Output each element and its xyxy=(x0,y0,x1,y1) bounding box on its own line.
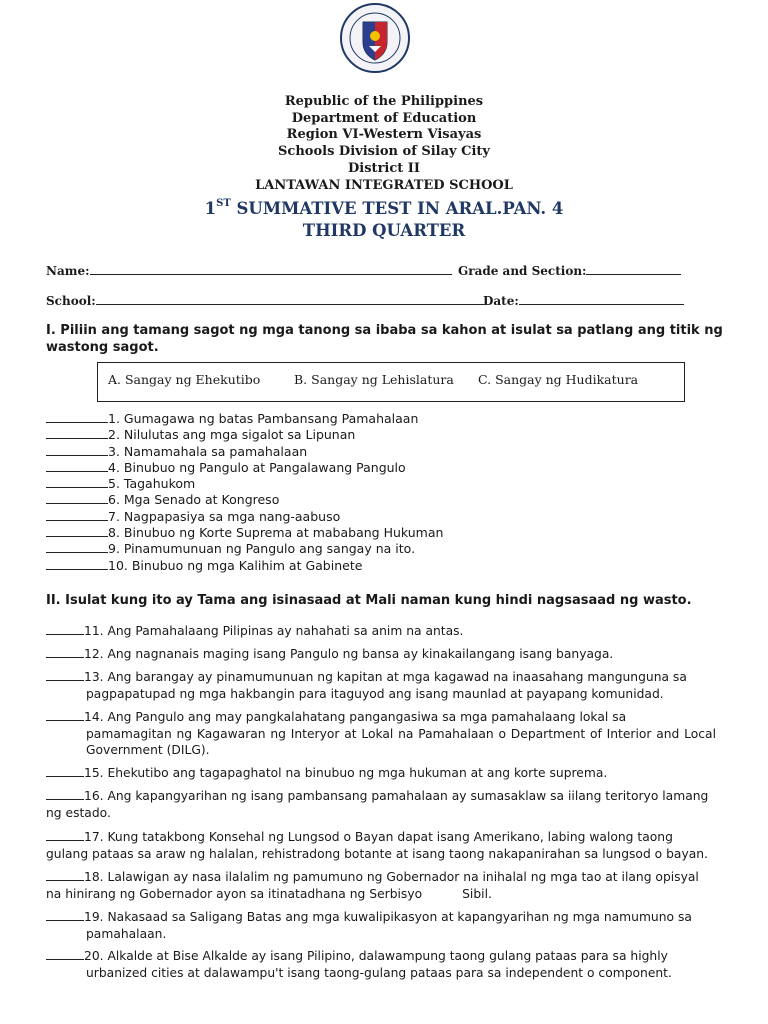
answer-blank[interactable] xyxy=(46,427,108,439)
header-division: Schools Division of Silay City xyxy=(278,144,490,159)
answer-blank[interactable] xyxy=(46,492,108,504)
part1-instruction: I. Piliin ang tamang sagot ng mga tanong sa ibaba sa kahon at isulat sa patlang ang titik ng wastong sagot. xyxy=(46,323,723,355)
question-19: 19. Nakasaad sa Saligang Batas ang mga kuwalipikasyon at kapangyarihan ng mga namumuno sa pamahalaan. xyxy=(46,909,716,942)
answer-blank[interactable] xyxy=(46,444,108,456)
question-16: 16. Ang kapangyarihan ng isang pambansang pamahalaan ay sumasaklaw sa iilang teritoryo lamang ng estado. xyxy=(46,789,709,820)
question-15: 15. Ehekutibo ang tagapaghatol na binubuo ng mga hukuman at ang korte suprema. xyxy=(46,765,716,782)
header-school: LANTAWAN INTEGRATED SCHOOL xyxy=(255,178,513,193)
answer-blank[interactable] xyxy=(46,788,84,800)
choice-c: C. Sangay ng Hudikatura xyxy=(478,372,639,387)
test-quarter: THIRD QUARTER xyxy=(302,221,466,240)
date-field[interactable]: Date: xyxy=(483,293,684,308)
list-item: 2. Nilulutas ang mga sigalot sa Lipunan xyxy=(46,427,443,443)
test-title: 1ST SUMMATIVE TEST IN ARAL.PAN. 4 xyxy=(204,197,564,218)
question-20: 20. Alkalde at Bise Alkalde ay isang Pilipino, dalawampung taong gulang pataas para sa highly urbanized cities at dalawampu't isang taong-gulang pataas para sa independent o component. xyxy=(46,948,716,981)
question-17: 17. Kung tatakbong Konsehal ng Lungsod o Bayan dapat isang Amerikano, labing walong taong gulang pataas sa araw ng halalan, rehistradong botante at isang taong nakapanirahan sa lungsod o bayan. xyxy=(46,830,708,861)
question-14: 14. Ang Pangulo ang may pangkalahatang pangangasiwa sa mga pamahalaang lokal sa pamamagitan ng Kagawaran ng Interyor at Lokal na Pamahalaan o Department of Interior and Local Government (DILG). xyxy=(46,709,716,759)
question-12: 12. Ang nagnanais maging isang Pangulo ng bansa ay kinakailangang isang banyaga. xyxy=(46,646,716,663)
header-republic: Republic of the Philippines xyxy=(284,94,484,109)
answer-blank[interactable] xyxy=(46,525,108,537)
answer-blank[interactable] xyxy=(46,460,108,472)
part2-instruction: II. Isulat kung ito ay Tama ang isinasaad at Mali naman kung hindi nagsasaad ng wasto. xyxy=(46,593,692,608)
header-department: Department of Education xyxy=(291,111,477,126)
list-item: 6. Mga Senado at Kongreso xyxy=(46,492,443,508)
answer-blank[interactable] xyxy=(46,829,84,841)
answer-blank[interactable] xyxy=(46,909,84,921)
answer-blank[interactable] xyxy=(46,709,84,721)
answer-blank[interactable] xyxy=(46,646,84,658)
question-13: 13. Ang barangay ay pinamumunuan ng kapitan at mga kagawad na inaasahang mangunguna sa pagpapatupad ng mga hakbangin para itaguyod ang isang maunlad at payapang komunidad. xyxy=(46,669,716,702)
answer-blank[interactable] xyxy=(46,541,108,553)
list-item: 4. Binubuo ng Pangulo at Pangalawang Pangulo xyxy=(46,460,443,476)
answer-blank[interactable] xyxy=(46,869,84,881)
answer-blank[interactable] xyxy=(46,623,84,635)
school-field[interactable]: School: xyxy=(46,293,484,308)
list-item: 1. Gumagawa ng batas Pambansang Pamahalaan xyxy=(46,411,443,427)
question-18: 18. Lalawigan ay nasa ilalalim ng pamumuno ng Gobernador na inihalal ng mga tao at ilang opisyal na hinirang ng Gobernador ayon sa itinatadhana ng Serbisyo Sibil. xyxy=(46,870,699,901)
choice-b: B. Sangay ng Lehislatura xyxy=(294,372,454,387)
answer-blank[interactable] xyxy=(46,411,108,423)
grade-section-field[interactable]: Grade and Section: xyxy=(458,263,681,278)
question-11: 11. Ang Pamahalaang Pilipinas ay nahahati sa anim na antas. xyxy=(46,623,716,640)
answer-blank[interactable] xyxy=(46,669,84,681)
list-item: 5. Tagahukom xyxy=(46,476,443,492)
header-district: District II xyxy=(348,161,420,176)
list-item: 9. Pinamumunuan ng Pangulo ang sangay na ito. xyxy=(46,541,443,557)
choice-a: A. Sangay ng Ehekutibo xyxy=(108,372,261,387)
list-item: 8. Binubuo ng Korte Suprema at mababang Hukuman xyxy=(46,525,443,541)
list-item: 10. Binubuo ng mga Kalihim at Gabinete xyxy=(46,558,443,574)
choices-box xyxy=(97,362,685,402)
header-region: Region VI-Western Visayas xyxy=(286,127,482,142)
name-field[interactable]: Name: xyxy=(46,263,452,278)
list-item: 3. Namamahala sa pamahalaan xyxy=(46,444,443,460)
deped-seal-icon xyxy=(339,0,411,80)
list-item: 7. Nagpapasiya sa mga nang-aabuso xyxy=(46,509,443,525)
answer-blank[interactable] xyxy=(46,765,84,777)
answer-blank[interactable] xyxy=(46,558,108,570)
answer-blank[interactable] xyxy=(46,948,84,960)
part1-items xyxy=(46,411,443,574)
answer-blank[interactable] xyxy=(46,476,108,488)
answer-blank[interactable] xyxy=(46,509,108,521)
